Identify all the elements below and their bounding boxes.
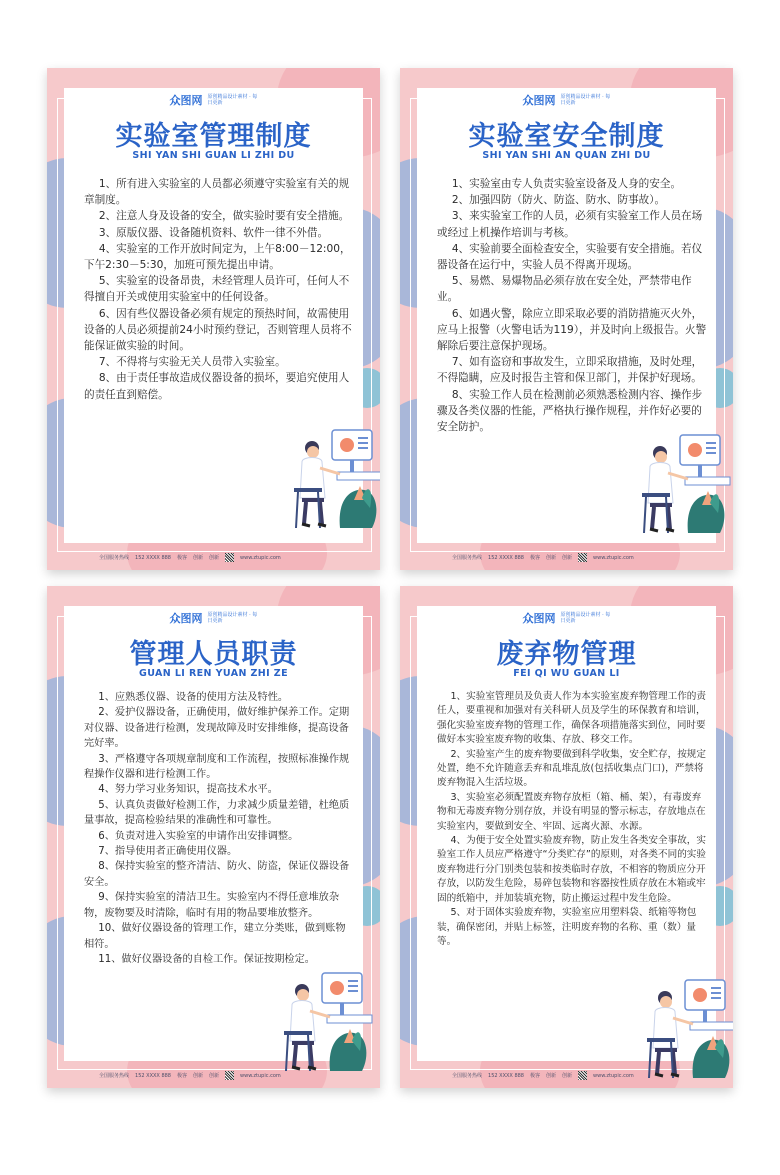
content-panel <box>64 606 363 1061</box>
content-panel <box>64 88 363 543</box>
rules-list <box>437 690 707 949</box>
rule-item: 11、做好仪器设备的自检工作。保证按期检定。 <box>98 953 315 965</box>
rules-list <box>84 176 354 403</box>
slogan-word: 创新 <box>193 555 204 561</box>
rule-item: 6、因有些仪器设备必须有规定的预热时间，故需使用设备的人员必须提前24小时预约登记，否则管理人员将不能保证做实验的时间。 <box>84 307 352 353</box>
rule-item: 3、严格遵守各项规章制度和工作流程，按照标准操作规程操作仪器和进行检测工作。 <box>84 753 350 781</box>
brand-row <box>64 92 363 108</box>
hotline-number: 152 XXXX 888 <box>488 554 524 561</box>
poster-pinyin: FEI QI WU GUAN LI <box>513 668 620 679</box>
slogan-word: 创新 <box>562 1073 573 1079</box>
poster-pinyin: SHI YAN SHI AN QUAN ZHI DU <box>482 150 651 161</box>
content-panel <box>417 88 716 543</box>
brand-row <box>64 610 363 626</box>
site-url: www.ztupic.com <box>593 554 634 561</box>
rule-item: 5、实验室的设备昂贵，未经管理人员许可，任何人不得擅自开关或使用实验室中的任何设备。 <box>84 275 350 304</box>
poster-title: 实验室管理制度 <box>115 121 312 152</box>
rule-item: 7、如有盗窃和事故发生，立即采取措施，及时处理，不得隐瞒，应及时报告主管和保卫部门，并保护好现场。 <box>437 356 703 385</box>
brand-logo: 众图网 <box>169 94 203 107</box>
hotline-number: 152 XXXX 888 <box>488 1072 524 1079</box>
rule-item: 3、实验室必须配置废弃物存放柜（箱、桶、架），有毒废弃物和无毒废弃物分别存放，并设有明显的警示标志，存放地点在实验室内，要做到安全、牢固、远离火源、水源。 <box>437 791 706 832</box>
rule-item: 6、如遇火警，除应立即采取必要的消防措施灭火外，应马上报警（火警电话为119），并及时向上级报告。火警解除后要注意保护现场。 <box>437 307 707 353</box>
rule-item: 1、所有进入实验室的人员都必须遵守实验室有关的规章制度。 <box>84 178 350 207</box>
brand-logo: 众图网 <box>522 94 556 107</box>
slogan-word: 创新 <box>562 555 573 561</box>
slogan-word: 创新 <box>546 1073 557 1079</box>
poster-title: 废弃物管理 <box>496 639 637 670</box>
rule-item: 8、由于责任事故造成仪器设备的损坏，要追究使用人的责任直到赔偿。 <box>84 372 350 401</box>
poster-footer <box>99 1071 339 1080</box>
rule-item: 2、爱护仪器设备，正确使用，做好维护保养工作。定期对仪器、设备进行检测，发现故障及时安排维修，提高设备完好率。 <box>84 707 350 750</box>
rules-list <box>84 690 354 967</box>
site-url: www.ztupic.com <box>593 1072 634 1079</box>
poster-title: 实验室安全制度 <box>468 121 665 152</box>
slogan-word: 创新 <box>546 555 557 561</box>
qr-code-icon <box>225 1071 234 1080</box>
slogan-word: 极客 <box>176 1073 187 1079</box>
site-url: www.ztupic.com <box>240 554 281 561</box>
hotline-label: 全国服务热线 <box>452 555 483 561</box>
rule-item: 7、指导使用者正确使用仪器。 <box>98 846 238 858</box>
rule-item: 1、实验室管理员及负责人作为本实验室废弃物管理工作的责任人，要重视和加强对有关科研人员及学生的环保教育和培训，强化实验室废弃物的管理工作，确保各项措施落实到位，同时要做好本实验室废弃物的收集、存放、移交工作。 <box>437 691 706 746</box>
brand-tagline: 原创精品设计素材 · 每日更新 <box>207 612 258 624</box>
slogan-word: 创新 <box>209 1073 220 1079</box>
rule-item: 3、来实验室工作的人员，必须有实验室工作人员在场或经过上机操作培训与考核。 <box>437 210 703 239</box>
site-url: www.ztupic.com <box>240 1072 281 1079</box>
rule-item: 5、对于固体实验废弃物，实验室应用塑料袋、纸箱等物包装，确保密闭，并贴上标签，注明废弃物的名称、重（数）量等。 <box>437 907 697 947</box>
rule-item: 8、保持实验室的整齐清洁、防火、防盗，保证仪器设备安全。 <box>84 861 350 888</box>
scientist-illustration <box>292 428 380 538</box>
rule-item: 4、为便于安全处置实验废弃物，防止发生各类安全事故，实验室工作人员应严格遵守“分类贮存”的原则，对各类不同的实验废弃物进行分门别类包装和按类临时存放，不相容的物质应分开存放，以防发生危险，易碎包装物和容器按性质存放在木箱或牢固的纸箱中，并加装填充物，防止搬运过程中发生危险。 <box>437 835 706 904</box>
scientist-illustration <box>640 433 733 543</box>
poster-4 <box>400 586 733 1088</box>
qr-code-icon <box>225 553 234 562</box>
poster-footer <box>452 553 692 562</box>
rule-item: 1、应熟悉仪器、设备的使用方法及特性。 <box>98 692 289 703</box>
rule-item: 7、不得将与实验无关人员带入实验室。 <box>98 356 286 369</box>
rule-item: 6、负责对进入实验室的申请作出安排调整。 <box>98 830 299 842</box>
slogan-word: 创新 <box>193 1073 204 1079</box>
poster-footer <box>452 1071 692 1080</box>
rule-item: 3、原版仪器、设备随机资料、软件一律不外借。 <box>98 226 329 239</box>
rule-item: 2、注意人身及设备的安全，做实验时要有安全措施。 <box>98 210 350 223</box>
poster-3 <box>47 586 380 1088</box>
poster-title: 管理人员职责 <box>129 639 298 670</box>
hotline-label: 全国服务热线 <box>99 555 130 561</box>
qr-code-icon <box>578 553 587 562</box>
poster-pinyin: GUAN LI REN YUAN ZHI ZE <box>139 668 288 679</box>
poster-pinyin: SHI YAN SHI GUAN LI ZHI DU <box>132 150 295 161</box>
brand-tagline: 原创精品设计素材 · 每日更新 <box>207 94 258 106</box>
poster-1 <box>47 68 380 570</box>
rule-item: 1、实验室由专人负责实验室设备及人身的安全。 <box>451 178 682 190</box>
hotline-number: 152 XXXX 888 <box>135 1072 171 1079</box>
hotline-number: 152 XXXX 888 <box>135 554 171 561</box>
rule-item: 10、做好仪器设备的管理工作，建立分类账，做到账物相符。 <box>84 923 346 950</box>
hotline-label: 全国服务热线 <box>99 1073 130 1079</box>
slogan-word: 极客 <box>529 555 540 561</box>
rule-item: 4、实验室的工作开放时间定为，上午8:00－12:00，下午2:30－5:30，加班可预先提出申请。 <box>84 242 351 272</box>
content-panel <box>417 606 716 1061</box>
poster-footer <box>99 553 339 562</box>
brand-tagline: 原创精品设计素材 · 每日更新 <box>560 94 611 106</box>
rules-list <box>437 176 707 435</box>
rule-item: 4、努力学习业务知识，提高技术水平。 <box>98 784 278 796</box>
hotline-label: 全国服务热线 <box>452 1073 483 1079</box>
qr-code-icon <box>578 1071 587 1080</box>
poster-2 <box>400 68 733 570</box>
rule-item: 5、易燃、易爆物品必须存放在安全处，严禁带电作业。 <box>437 275 692 304</box>
slogan-word: 极客 <box>176 555 187 561</box>
brand-row <box>417 92 716 108</box>
brand-logo: 众图网 <box>522 612 556 625</box>
rule-item: 2、实验室产生的废弃物要做到科学收集，安全贮存，按规定处置，绝不允许随意丢弃和乱堆乱放(包括收集点门口)，严禁将废弃物混入生活垃圾。 <box>437 748 706 789</box>
brand-logo: 众图网 <box>169 612 203 625</box>
slogan-word: 创新 <box>209 555 220 561</box>
brand-tagline: 原创精品设计素材 · 每日更新 <box>560 612 611 624</box>
brand-row <box>417 610 716 626</box>
scientist-illustration <box>282 971 377 1081</box>
rule-item: 2、加强四防（防火、防盗、防水、防事故）。 <box>451 194 666 207</box>
rule-item: 8、实验工作人员在检测前必须熟悉检测内容、操作步骤及各类仪器的性能，严格执行操作规程，并作好必要的安全防护。 <box>437 388 703 434</box>
slogan-word: 极客 <box>529 1073 540 1079</box>
rule-item: 5、认真负责做好检测工作，力求减少质量差错，杜绝质量事故，提高检验结果的准确性和可靠性。 <box>84 799 350 827</box>
rule-item: 9、保持实验室的清洁卫生。实验室内不得任意堆放杂物，废物要及时清除，临时有用的物品要堆放整齐。 <box>84 892 340 919</box>
rule-item: 4、实验前要全面检查安全，实验要有安全措施。若仪器设备在运行中，实验人员不得离开现场。 <box>437 242 703 272</box>
